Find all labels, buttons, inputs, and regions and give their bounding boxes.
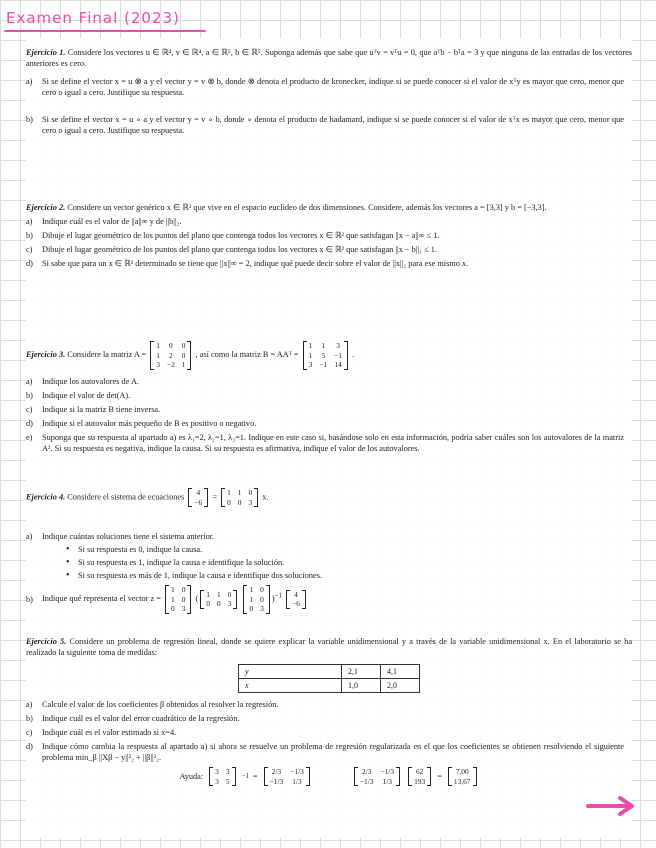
table-cell: y	[239, 665, 342, 679]
exercise-2-items	[26, 216, 632, 269]
table-cell: 4,1	[381, 665, 420, 679]
exercise-4-label: Ejercicio 4.	[26, 492, 66, 502]
matrix-entry: 4	[196, 488, 201, 497]
matrix-entry: 62	[415, 767, 424, 776]
item-letter: c)	[26, 728, 33, 737]
matrix-entry: 1	[216, 589, 221, 599]
matrix-entry: 1	[321, 341, 326, 350]
aid-equals-2: =	[437, 772, 442, 781]
exercise-3-post: .	[352, 350, 355, 360]
matrix-entry: 0	[181, 585, 186, 594]
exercise-4-b: b) Indique qué representa el vector z = 1 0 1 0 0 3 ( 1 1 0 0 0 3 1 0 1 0 0 3 )$^{-1}$ 4 −6	[26, 585, 632, 614]
list-item	[26, 418, 632, 429]
exercise-3-mid: , así como la matriz B = AAᵀ =	[195, 350, 299, 360]
list-item	[26, 376, 632, 387]
exercise-2-label: Ejercicio 2.	[26, 203, 66, 212]
item-text: Dibuje el lugar geométrico de los puntos del plano que contenga todos los vectores x ∈ ℝ² que satisfagan ||x − a||∞ ≤ 1.	[42, 231, 440, 240]
aid-exponent: −1	[241, 773, 249, 780]
matrix-z-right	[243, 585, 269, 614]
matrix-entry: 0	[260, 594, 264, 604]
matrix-entry: 1	[181, 360, 186, 369]
exercise-1-label: Ejercicio 1.	[26, 48, 66, 57]
page-title: Examen Final (2023)	[6, 9, 180, 27]
exercise-4	[26, 488, 632, 614]
item-text: Indique cuál es el valor del error cuadrático de la regresión.	[42, 714, 240, 723]
matrix-entry: 3	[181, 604, 186, 613]
exercise-4-bullets	[66, 544, 632, 581]
exercise-4-post: x.	[262, 492, 269, 502]
matrix-entry: −1/3	[290, 767, 304, 776]
matrix-entry: 0	[216, 599, 221, 609]
matrix-entry: 3	[248, 497, 253, 507]
table-cell: 1,0	[342, 679, 381, 693]
item-text: Calcule el valor de los coeficientes β obtenidos al resolver la regresión.	[42, 700, 279, 709]
table-cell: x	[239, 679, 342, 693]
matrix-entry: −6	[194, 497, 203, 507]
matrix-entry: 1	[171, 594, 175, 604]
matrix-entry: 3	[227, 599, 232, 609]
item-text: Indique si el autovalor más pequeño de B es positivo o negativo.	[42, 418, 257, 428]
item-text: Indique cuál es el valor estimado si x=4.	[42, 728, 177, 737]
aid-result-vector	[448, 767, 477, 786]
next-page-arrow-icon[interactable]	[586, 796, 642, 816]
matrix-entry: 1	[206, 589, 210, 599]
item-letter: b)	[26, 231, 33, 240]
matrix-entry: −1/3	[359, 776, 374, 786]
item-text: Indique los autovalores de A.	[42, 376, 140, 386]
matrix-entry: 0	[248, 488, 253, 497]
vector-z	[286, 590, 306, 609]
list-item	[26, 713, 632, 724]
matrix-entry: 13,67	[453, 776, 471, 786]
item-letter: b)	[26, 115, 33, 124]
bullet-item: • Si su respuesta es 0, indique la causa.	[66, 544, 632, 555]
item-letter: d)	[26, 418, 33, 428]
item-letter: a)	[26, 700, 33, 709]
list-item	[26, 741, 632, 763]
exercise-1	[26, 47, 632, 136]
aid-vector-2	[408, 767, 431, 786]
matrix-entry: 0	[260, 585, 264, 594]
aid-label: Ayuda:	[179, 772, 204, 781]
exercise-5-label: Ejercicio 5.	[26, 637, 67, 646]
matrix-entry: 0	[206, 599, 210, 609]
list-item	[26, 432, 632, 454]
exercise-5-items	[26, 699, 632, 763]
matrix-entry: −1/3	[269, 776, 284, 786]
item-text: Si sabe que para un x ∈ ℝ² determinado se tiene que ||x||∞ = 2, indique qué puede decir sobre el valor de ||x||₂ para ese mismo x.	[42, 259, 469, 268]
exercise-1-a	[26, 76, 632, 98]
exercise-4-pre: Considere el sistema de ecuaciones	[67, 492, 185, 502]
item-text: Suponga que su respuesta al apartado a) es λ₁=2, λ₂=1, λ₃=1. Indique en este caso si, basándose solo en esta información, podría saber cuáles son los autovalores de la matriz A². Si su respuesta es negativa, indique la causa. Si su respuesta es afirmativa, indique el valor de los autovalores.	[42, 432, 624, 453]
matrix-entry: 0	[227, 589, 232, 599]
list-item	[26, 244, 632, 255]
aid-matrix-1	[209, 767, 235, 786]
matrix-entry: 5	[321, 350, 326, 360]
item-letter: c)	[26, 245, 33, 254]
aid-matrix-1-inverse	[264, 767, 310, 786]
exercise-1-intro: Considere los vectores u ∈ ℝ⁴, v ∈ ℝ⁴, a ∈ ℝ⁵, b ∈ ℝ⁵. Suponga además que sabe que uᵀv = vᵀu = 0, que aᵀb − bᵀa = 3 y que ninguna de las entradas de los vectores anteriores es cero.	[26, 48, 633, 68]
list-item	[26, 727, 632, 738]
list-item	[26, 258, 632, 269]
exercise-3-pre: Considere la matriz A =	[67, 350, 147, 360]
matrix-b	[303, 341, 348, 370]
item-letter: d)	[26, 259, 33, 268]
matrix-entry: 1	[237, 488, 242, 497]
matrix-entry: 3	[156, 360, 160, 369]
item-letter: e)	[26, 432, 33, 442]
matrix-entry: 1	[156, 341, 160, 350]
matrix-m	[221, 488, 258, 507]
item-letter: a)	[26, 217, 33, 226]
exercise-1-b	[26, 114, 632, 136]
matrix-entry: −1	[334, 350, 343, 360]
matrix-entry: 0	[171, 604, 175, 613]
matrix-entry: 0	[168, 341, 173, 350]
matrix-entry: 14	[334, 360, 342, 369]
matrix-entry: 2	[168, 350, 173, 360]
matrix-entry: 1	[308, 350, 313, 360]
matrix-entry: −6	[292, 599, 300, 609]
matrix-z-left	[165, 585, 191, 614]
matrix-entry: 3	[308, 360, 313, 369]
item-letter: c)	[26, 404, 33, 414]
matrix-entry: 4	[294, 589, 298, 599]
list-item	[26, 699, 632, 710]
matrix-entry: 3	[225, 767, 230, 776]
list-item	[26, 216, 632, 227]
matrix-entry: −1	[319, 360, 328, 369]
matrix-entry: 3	[215, 767, 219, 776]
item-text: Si se define el vector x = u ∘ a y el vector y = v ∘ b, donde ∘ denota el producto de hadamard, indique si se puede conocer si el valor de xᵀx es mayor que cero, menor que cero o igual a cero. Justifique su respuesta.	[42, 115, 624, 135]
aid-matrix-2	[354, 767, 400, 786]
bullet-item: • Si su respuesta es 1, indique la causa e identifique la solución.	[66, 557, 632, 568]
vector-rhs	[188, 488, 208, 507]
list-item	[26, 230, 632, 241]
matrix-entry: 1/3	[292, 776, 302, 786]
matrix-entry: 1	[227, 488, 231, 497]
exercise-4-a	[26, 531, 632, 542]
item-text: Indique qué representa el vector z =	[42, 594, 161, 604]
item-text: Indique si la matriz B tiene inversa.	[42, 404, 161, 414]
matrix-entry: −2	[166, 360, 175, 369]
table-cell: 2,1	[342, 665, 381, 679]
item-text: Si se define el vector x = u ⊗ a y el vector y = v ⊗ b, donde ⊗ denota el producto de kronecker, indique si se puede conocer si el valor de xᵀy es mayor que cero, menor que cero o igual a cero. Justifique su respuesta.	[42, 77, 624, 97]
table-row	[239, 665, 420, 679]
matrix-entry: 1	[156, 350, 160, 360]
matrix-entry: 5	[225, 776, 230, 786]
equals-sign: =	[212, 492, 218, 502]
exercise-3-label: Ejercicio 3.	[26, 350, 66, 360]
item-text: Indique cuál es el valor de ||a||∞ y de ||b||₂.	[42, 217, 182, 226]
item-letter: a)	[26, 77, 33, 86]
matrix-entry: 3	[260, 604, 264, 613]
matrix-entry: 1	[249, 594, 254, 604]
exercise-3-items	[26, 376, 632, 454]
list-item	[26, 390, 632, 401]
exercise-5-intro: Considere un problema de regresión lineal, donde se quiere explicar la variable unidimensional y a través de la variable unidimensional x. En el laboratorio se ha realizado la siguiente toma de medidas:	[26, 637, 632, 657]
matrix-entry: 0	[227, 497, 231, 507]
measurements-table	[238, 664, 420, 693]
item-letter: a)	[26, 532, 33, 541]
item-text: Indique cómo cambia la respuesta al apartado a) si ahora se resuelve un problema de regresión regularizada en el que los coeficientes se obtienen resolviendo el siguiente problema min_β ||Xβ − y||²₂ + ||β||²₂.	[42, 742, 624, 762]
matrix-entry: 3	[215, 776, 219, 786]
matrix-entry: 3	[336, 341, 340, 350]
exercise-2	[26, 202, 632, 269]
exercise-3	[26, 341, 632, 454]
exercise-2-intro: Considere un vector genérico x ∈ ℝ² que vive en el espacio euclídeo de dos dimensiones. Considere, además los vectores a = [3,3] y b = [−3,3].	[67, 203, 547, 212]
aid-formulas	[26, 767, 632, 786]
matrix-entry: 7,00	[455, 767, 469, 776]
item-letter: d)	[26, 742, 33, 751]
matrix-entry: 0	[181, 350, 186, 360]
matrix-entry: −1/3	[380, 767, 395, 776]
matrix-entry: 0	[181, 341, 186, 350]
matrix-z-mid	[200, 590, 237, 609]
matrix-entry: 0	[249, 604, 254, 613]
table-row	[239, 679, 420, 693]
table-cell: 2,0	[381, 679, 420, 693]
matrix-entry: 1	[249, 585, 254, 594]
list-item	[26, 404, 632, 415]
aid-equals-1: =	[252, 772, 258, 781]
item-text: Dibuje el lugar geométrico de los puntos del plano que contenga todos los vectores x ∈ ℝ² que satisfagan ||x − b||₁ ≤ 1.	[42, 245, 437, 254]
matrix-entry: 0	[181, 594, 186, 604]
item-text: Indique el valor de det(A).	[42, 390, 131, 400]
matrix-entry: 2/3	[271, 767, 282, 776]
bullet-item: • Si su respuesta es más de 1, indique la causa e identifique dos soluciones.	[66, 570, 632, 581]
item-letter: b)	[26, 594, 33, 604]
title-underline	[4, 30, 206, 32]
matrix-entry: 193	[414, 776, 426, 786]
exercise-5	[26, 636, 632, 786]
matrix-entry: 1/3	[382, 776, 392, 786]
matrix-a	[150, 341, 191, 370]
item-letter: b)	[26, 714, 33, 723]
matrix-entry: 1	[308, 341, 313, 350]
inverse-exponent: −1	[274, 592, 282, 600]
item-letter: b)	[26, 390, 33, 400]
item-letter: a)	[26, 376, 33, 386]
item-text: Indique cuántas soluciones tiene el sistema anterior.	[42, 532, 215, 541]
matrix-entry: 1	[171, 585, 175, 594]
exam-sheet	[26, 38, 632, 838]
matrix-entry: 2/3	[361, 767, 372, 776]
matrix-entry: 0	[237, 497, 242, 507]
